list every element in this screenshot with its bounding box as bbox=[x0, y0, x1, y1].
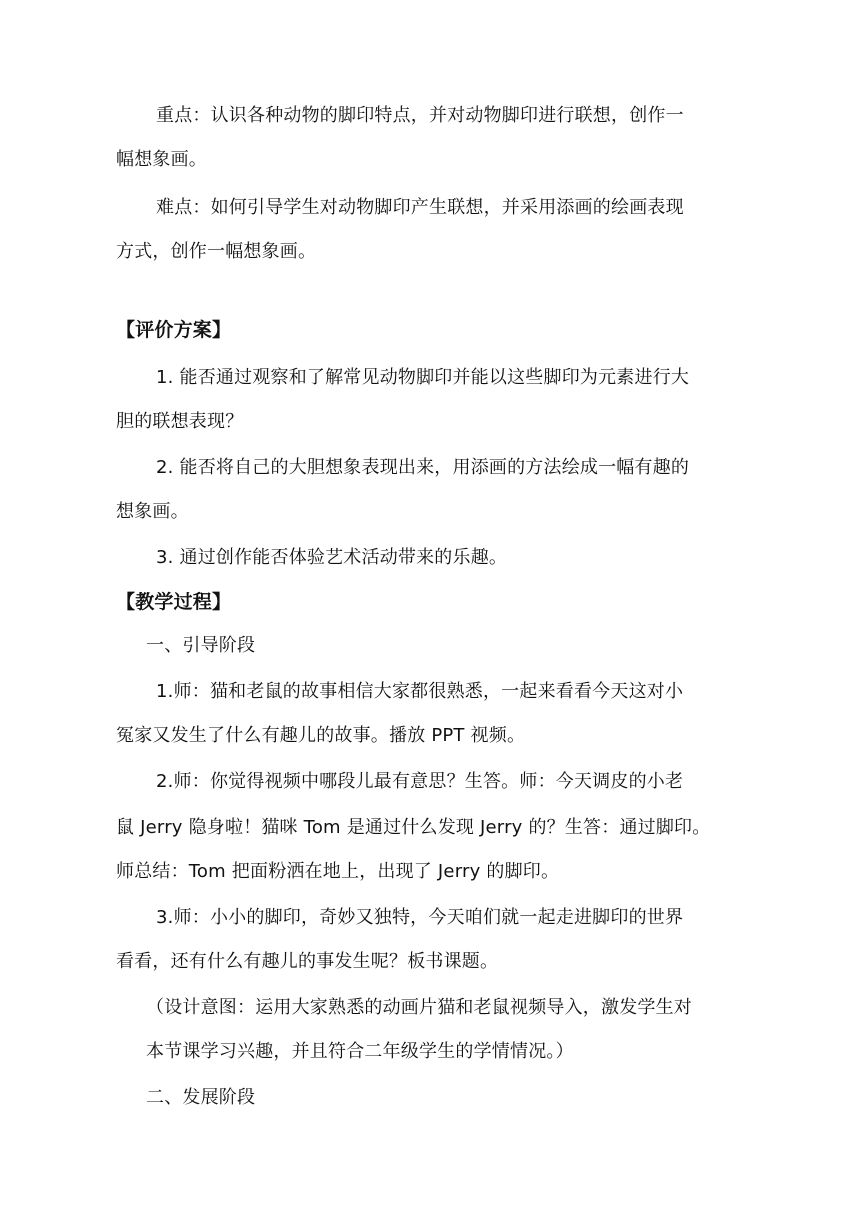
evaluation-item-2-line-2: 想象画。 bbox=[116, 501, 189, 522]
evaluation-item-1-line-2: 胆的联想表现？ bbox=[116, 411, 244, 432]
focus-line-2: 幅想象画。 bbox=[116, 149, 207, 170]
process-heading: 【教学过程】 bbox=[116, 591, 232, 613]
evaluation-item-2-line-1: 2. 能否将自己的大胆想象表现出来，用添画的方法绘成一幅有趣的 bbox=[156, 457, 690, 478]
process-paragraph-3-line-2: 看看，还有什么有趣儿的事发生呢？板书课题。 bbox=[116, 951, 499, 972]
process-paragraph-2-line-3: 师总结：Tom 把面粉洒在地上，出现了 Jerry 的脚印。 bbox=[116, 861, 560, 882]
stage-1-heading: 一、引导阶段 bbox=[146, 635, 256, 656]
process-paragraph-2-line-2: 鼠 Jerry 隐身啦！猫咪 Tom 是通过什么发现 Jerry 的？生答：通过脚印。 bbox=[116, 817, 711, 838]
evaluation-item-1-line-1: 1. 能否通过观察和了解常见动物脚印并能以这些脚印为元素进行大 bbox=[156, 367, 690, 388]
evaluation-heading: 【评价方案】 bbox=[116, 319, 232, 341]
difficulty-line-1: 难点：如何引导学生对动物脚印产生联想，并采用添画的绘画表现 bbox=[156, 197, 684, 218]
stage-2-heading: 二、发展阶段 bbox=[146, 1087, 256, 1108]
process-paragraph-1-line-2: 冤家又发生了什么有趣儿的故事。播放 PPT 视频。 bbox=[116, 725, 526, 746]
focus-line-1: 重点：认识各种动物的脚印特点，并对动物脚印进行联想，创作一 bbox=[156, 105, 684, 126]
design-intent-line-2: 本节课学习兴趣，并且符合二年级学生的学情情况。） bbox=[146, 1041, 574, 1062]
process-paragraph-2-line-1: 2.师：你觉得视频中哪段儿最有意思？生答。师：今天调皮的小老 bbox=[156, 771, 684, 792]
process-paragraph-1-line-1: 1.师：猫和老鼠的故事相信大家都很熟悉，一起来看看今天这对小 bbox=[156, 681, 684, 702]
difficulty-line-2: 方式，创作一幅想象画。 bbox=[116, 241, 317, 262]
evaluation-item-3: 3. 通过创作能否体验艺术活动带来的乐趣。 bbox=[156, 547, 508, 568]
process-paragraph-3-line-1: 3.师：小小的脚印，奇妙又独特，今天咱们就一起走进脚印的世界 bbox=[156, 907, 684, 928]
design-intent-line-1: （设计意图：运用大家熟悉的动画片猫和老鼠视频导入，激发学生对 bbox=[146, 997, 692, 1018]
